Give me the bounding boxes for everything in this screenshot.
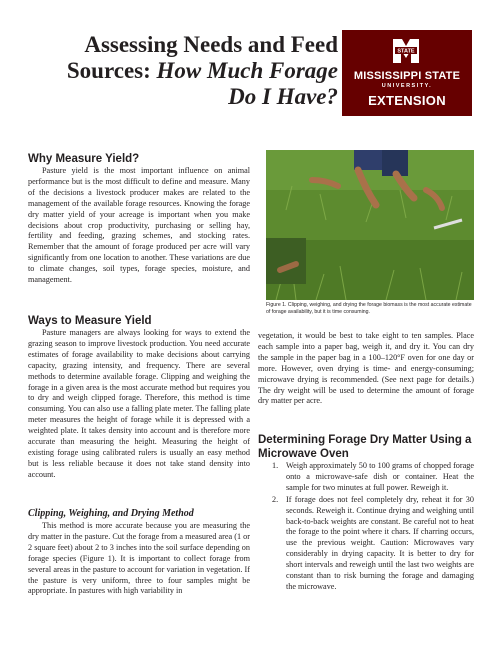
title-italic-end: Do I Have? [228, 84, 338, 109]
section-heading-why: Why Measure Yield? [28, 153, 140, 165]
subheading-clipping: Clipping, Weighing, and Drying Method [28, 508, 194, 519]
dry-matter-heading-line-2: Microwave Oven [258, 448, 349, 460]
figure-1-photo [266, 150, 474, 300]
clipping-paragraph: This method is more accurate because you are measuring the dry matter in the pasture. Cut the forage from a measured area (1 or 2 square feet) about 2 to 3 inches into the soil surface depending on forage species (Figure 1). It is important to collect forage from several areas in the pasture to account for variation in vegetation. If the pasture is very uniform, three to four samples might be appropriate. In pastures with high variability in [28, 521, 250, 596]
title-plain: Sources: [66, 58, 157, 83]
university-subtitle: UNIVERSITY. [381, 83, 433, 89]
page-title [24, 32, 338, 110]
step-text: If forage does not feel completely dry, reheat it for 30 seconds. Reweigh it. Continue drying and weighing until back-to-back weights are constant. Be careful not to heat the forage to the point where it chars. If charring occurs, use the previous weight. Caution: Microwaves vary considerably in drying capacity. It is better to dry for short intervals and reweigh until the last two weights are constant than to risk burning the forage and damaging the microwave. [286, 494, 474, 591]
dry-matter-steps [258, 461, 474, 594]
msu-extension-logo [342, 30, 472, 116]
ways-paragraph: Pasture managers are always looking for ways to extend the grazing season to improve livestock production. You need accurate estimates of forage availability to make decisions about carrying capacity, grazing intensity, and frequency. There are several methods to determine available forage. Clipping and weighing the forage in a given area is the most accurate method but requires you to dry and weigh clipped forage. Therefore, this method is time consuming. You can also use a falling plate meter. The falling plate meter measures the height of forage while it is depressed with a weighted plate. It takes density into account and is therefore more accurate than measuring the height. Measuring the height of existing forage using calibrated rulers is usually an easy method but is less reliable because it does not take stand density into account. [28, 328, 250, 479]
list-item [258, 495, 474, 593]
title-line-1: Assessing Needs and Feed [84, 32, 338, 57]
step-number: 1. [272, 461, 279, 470]
step-text: Weigh approximately 50 to 100 grams of chopped forage onto a microwave-safe dish or container. Heat the sample for two minutes at full power. Reweigh it. [286, 461, 474, 492]
forage-clipping-photo-icon [266, 150, 474, 300]
university-name: MISSISSIPPI STATE [353, 70, 461, 82]
section-heading-ways: Ways to Measure Yield [28, 315, 152, 327]
figure-1-caption: Figure 1. Clipping, weighing, and drying the forage biomass is the most accurate estimate of forage availability, but it is time consuming. [266, 302, 472, 315]
dry-matter-heading-line-1: Determining Forage Dry Matter Using a [258, 434, 472, 446]
msu-seal-icon [389, 37, 423, 65]
title-line-3 [24, 84, 338, 110]
extension-label: EXTENSION [368, 93, 446, 108]
clipping-paragraph-continued: vegetation, it would be best to take eight to ten samples. Place each sample into a paper bag, weigh it, and dry it. You can dry the sample in the paper bag in a 100–120°F oven for one day or more. However, oven drying is time- and energy-consuming; microwave drying is recommended. (See next page for details.) The dry weight will be used to determine the amount of forage dry matter per acre. [258, 331, 474, 406]
list-item [258, 461, 474, 494]
seal-text: STATE [397, 48, 415, 55]
title-line-2 [24, 58, 338, 84]
why-paragraph: Pasture yield is the most important influence on animal performance but is the most difficult to define and measure. Many of the decisions a livestock producer makes are related to the management of the available forage resources. Knowing the forage dry matter yield of your acreage is important when you make decisions about crop productivity, purchasing or selling hay, fertility and feeding, grazing schemes, and stocking rates. Remember that the amount of forage produced per acre will vary significantly from one location to another. These variations are due to climate changes, soil types, forage species, moisture, and management. [28, 166, 250, 285]
section-heading-dry-matter [258, 433, 471, 461]
step-number: 2. [272, 494, 279, 504]
title-italic: How Much Forage [156, 58, 338, 83]
